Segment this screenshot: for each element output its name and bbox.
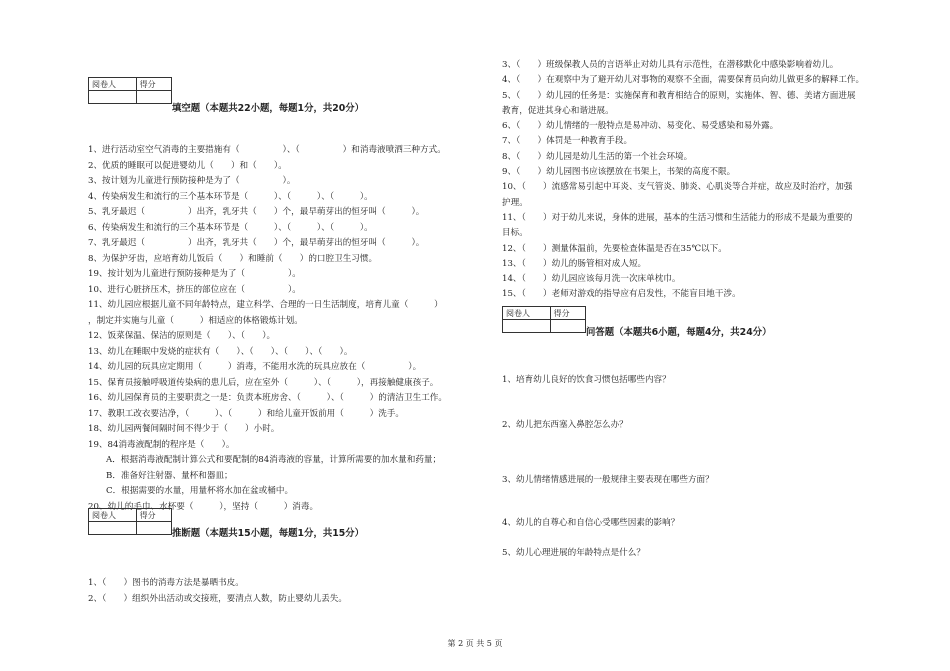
fill-item: A．根据消毒液配制计算公式和要配制的84消毒液的容量，计算所需要的加水量和药量； bbox=[106, 455, 442, 465]
fill-item: 3、按计划为儿童进行预防接种是为了（ ）。 bbox=[88, 176, 296, 186]
judge-title: 推断题（本题共15小题，每题1分，共15分） bbox=[172, 528, 364, 539]
fill-item: 19、按计划为儿童进行预防接种是为了（ ）。 bbox=[88, 269, 301, 279]
fill-item: 17、教职工改衣要洁净，（ ）、（ ）和给儿童开饭前用（ ）洗手。 bbox=[88, 408, 405, 419]
judge-item: 15、（ ）老师对游戏的指导应有启发性，不能盲目地干涉。 bbox=[502, 289, 741, 300]
qa-item: 1、培育幼儿良好的饮食习惯包括哪些内容？ bbox=[502, 375, 671, 385]
score-box-fill bbox=[88, 77, 172, 104]
judge-item: 9、（ ）幼儿园图书应该摆放在书架上，书架的高度不限。 bbox=[502, 167, 736, 178]
judge-item: 7、（ ）体罚是一种教育手段。 bbox=[502, 136, 633, 147]
qa-item: 2、幼儿把东西塞入鼻腔怎么办？ bbox=[502, 420, 628, 430]
fill-blank-title: 填空题（本题共22小题，每题1分，共20分） bbox=[172, 103, 364, 114]
score-label: 得分 bbox=[136, 78, 171, 91]
judge-item: 6、（ ）幼儿情绪的一般特点是易冲动、易变化、易受感染和易外露。 bbox=[502, 121, 779, 132]
score-label: 得分 bbox=[136, 509, 171, 522]
score-box-judge bbox=[88, 508, 172, 535]
judge-item: 3、（ ）班级保教人员的言语举止对幼儿具有示范性，在潜移默化中感染影响着幼儿。 bbox=[502, 60, 839, 70]
qa-item: 5、幼儿心理进展的年龄特点是什么？ bbox=[502, 548, 645, 558]
fill-item: 11、幼儿园应根据儿童不同年龄特点，建立科学、合理的一日生活制度，培育儿童（ ） bbox=[88, 300, 443, 310]
judge-item: 4、（ ）在观察中为了避开幼儿对事物的观察不全面，需要保育员向幼儿做更多的解释工作。 bbox=[502, 75, 865, 86]
judge-item: 11、（ ）对于幼儿来说，身体的进展，基本的生活习惯和生活能力的形成不是最为重要的 bbox=[502, 212, 853, 223]
score-label: 得分 bbox=[550, 307, 585, 320]
qa-title: 问答题（本题共6小题，每题4分，共24分） bbox=[586, 327, 772, 338]
fill-item: 4、传染病发生和流行的三个基本环节是（ ）、（ ）、（ ）。 bbox=[88, 191, 373, 202]
judge-item: 2、（ ）组织外出活动或交接班，要清点人数，防止婴幼儿丢失。 bbox=[88, 593, 347, 604]
judge-right-list bbox=[502, 58, 864, 303]
fill-item: 7、乳牙最迟（ ）出齐，乳牙共（ ）个，最早萌芽出的恒牙叫（ ）。 bbox=[88, 238, 425, 248]
fill-item: 1、进行活动室空气消毒的主要措施有（ ）、（ ）和消毒液喷洒三种方式。 bbox=[88, 145, 446, 155]
reviewer-label: 阅卷人 bbox=[89, 509, 137, 522]
qa-item: 3、幼儿情绪情感进展的一般规律主要表现在哪些方面？ bbox=[502, 475, 714, 485]
fill-blank-list bbox=[88, 143, 447, 515]
score-box-qa bbox=[502, 306, 586, 333]
judge-item: 目标。 bbox=[502, 228, 528, 239]
fill-item: B．准备好注射器、量杯和器皿； bbox=[106, 470, 233, 481]
fill-item: ，制定并实施与儿童（ ）相适应的体格锻炼计划。 bbox=[88, 315, 303, 326]
fill-item: 13、幼儿在睡眠中发烧的症状有（ ）、（ ）、（ ）、（ ）。 bbox=[88, 346, 353, 357]
fill-item: 19、84消毒液配制的程序是（ ）。 bbox=[88, 439, 235, 450]
fill-item: 20、幼儿的毛巾、水杯要（ ），坚持（ ）消毒。 bbox=[88, 501, 319, 512]
judge-item: 12、（ ）测量体温前，先要检查体温是否在35℃以下。 bbox=[502, 243, 727, 254]
fill-item: 6、传染病发生和流行的三个基本环节是（ ）、（ ）、（ ）。 bbox=[88, 222, 373, 233]
fill-item: C．根据需要的水量，用量杯将水加在盆或桶中。 bbox=[106, 486, 294, 496]
fill-item: 5、乳牙最迟（ ）出齐，乳牙共（ ）个，最早萌芽出的恒牙叫（ ）。 bbox=[88, 207, 425, 217]
fill-item: 15、保育员接触呼吸道传染病的患儿后，应在室外（ ）、（ ），再接触健康孩子。 bbox=[88, 377, 439, 388]
judge-left-list bbox=[88, 576, 347, 607]
judge-item: 护理。 bbox=[502, 197, 528, 208]
reviewer-label: 阅卷人 bbox=[503, 307, 551, 320]
fill-item: 2、优质的睡眠可以促进婴幼儿（ ）和（ ）。 bbox=[88, 160, 287, 171]
fill-item: 16、幼儿园保育员的主要职责之一是：负责本班房舍、（ ）、（ ）的清洁卫生工作。 bbox=[88, 393, 447, 403]
judge-item: 5、（ ）幼儿园的任务是：实施保育和教育相结合的原则，实施体、智、德、美诸方面进展 bbox=[502, 90, 856, 101]
fill-item: 18、幼儿园两餐间隔时间不得少于（ ）小时。 bbox=[88, 424, 280, 434]
judge-item: 10、（ ）流感常易引起中耳炎、支气管炎、肺炎、心肌炎等合并症，故应及时治疗，加强 bbox=[502, 182, 853, 193]
qa-item: 4、幼儿的自尊心和自信心受哪些因素的影响？ bbox=[502, 518, 680, 528]
reviewer-label: 阅卷人 bbox=[89, 78, 137, 91]
judge-item: 1、（ ）图书的消毒方法是暴晒书皮。 bbox=[88, 578, 244, 588]
judge-item: 教育，促进其身心和谐进展。 bbox=[502, 105, 614, 116]
judge-item: 8、（ ）幼儿园是幼儿生活的第一个社会环境。 bbox=[502, 151, 693, 162]
judge-item: 13、（ ）幼儿的肠管相对成人短。 bbox=[502, 258, 647, 269]
fill-item: 8、为保护牙齿，应培育幼儿饭后（ ）和睡前（ ）的口腔卫生习惯。 bbox=[88, 253, 378, 264]
page-footer: 第 2 页 共 5 页 bbox=[447, 639, 503, 648]
judge-item: 14、（ ）幼儿园应该每月洗一次床单枕巾。 bbox=[502, 274, 681, 285]
fill-item: 10、进行心脏挤压术，挤压的部位应在（ ）。 bbox=[88, 284, 301, 295]
fill-item: 14、幼儿园的玩具应定期用（ ）消毒，不能用水洗的玩具应放在（ ）。 bbox=[88, 362, 422, 372]
fill-item: 12、饭菜保温、保洁的原则是（ ）、（ ）。 bbox=[88, 331, 276, 341]
